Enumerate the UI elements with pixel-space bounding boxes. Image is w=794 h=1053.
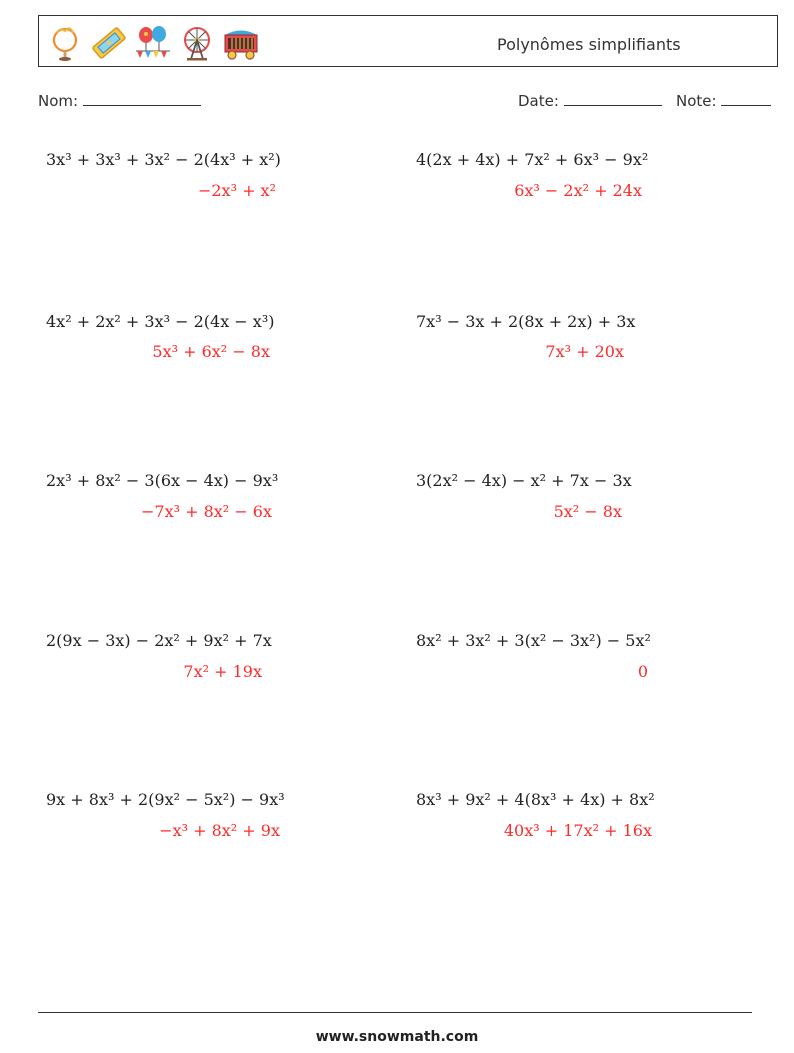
balloons-bunting-icon — [133, 23, 173, 63]
footer-divider — [38, 1012, 752, 1013]
date-blank[interactable] — [564, 93, 662, 106]
problem-6-answer: 5x² − 8x — [553, 502, 622, 521]
problem-7-answer: 7x² + 19x — [183, 662, 262, 681]
problem-1-answer: −2x³ + x² — [197, 181, 276, 200]
date-label: Date: — [518, 92, 559, 110]
problem-8-answer: 0 — [637, 662, 648, 681]
problem-5-answer: −7x³ + 8x² − 6x — [141, 502, 272, 521]
icon-strip — [45, 23, 261, 63]
problem-8-question: 8x² + 3x² + 3(x² − 3x²) − 5x² — [416, 631, 651, 650]
score-field[interactable] — [676, 92, 771, 110]
problem-5-question: 2x³ + 8x² − 3(6x − 4x) − 9x³ — [46, 471, 279, 490]
footer-url[interactable]: www.snowmath.com — [315, 1029, 479, 1045]
problem-10-question: 8x³ + 9x² + 4(8x³ + 4x) + 8x² — [416, 790, 655, 809]
name-blank[interactable] — [83, 93, 201, 106]
worksheet-title: Polynômes simplifiants — [497, 35, 681, 54]
header-box — [38, 15, 778, 67]
score-blank[interactable] — [721, 93, 771, 106]
name-label: Nom: — [38, 92, 79, 110]
ferris-wheel-icon — [177, 23, 217, 63]
problem-6-question: 3(2x² − 4x) − x² + 7x − 3x — [416, 471, 632, 490]
circus-wagon-icon — [221, 23, 261, 63]
problem-4-answer: 7x³ + 20x — [545, 342, 624, 361]
problem-1-question: 3x³ + 3x³ + 3x² − 2(4x³ + x²) — [46, 150, 281, 169]
magician-hat-icon — [45, 23, 85, 63]
date-field[interactable] — [518, 92, 662, 110]
problem-2-answer: 6x³ − 2x² + 24x — [514, 181, 642, 200]
ticket-icon — [89, 23, 129, 63]
problem-9-answer: −x³ + 8x² + 9x — [159, 821, 280, 840]
problem-4-question: 7x³ − 3x + 2(8x + 2x) + 3x — [416, 312, 636, 331]
problem-3-answer: 5x³ + 6x² − 8x — [152, 342, 270, 361]
score-label: Note: — [676, 92, 717, 110]
problem-2-question: 4(2x + 4x) + 7x² + 6x³ − 9x² — [416, 150, 649, 169]
problem-9-question: 9x + 8x³ + 2(9x² − 5x²) − 9x³ — [46, 790, 285, 809]
problem-10-answer: 40x³ + 17x² + 16x — [503, 821, 652, 840]
name-field[interactable] — [38, 92, 201, 110]
problem-3-question: 4x² + 2x² + 3x³ − 2(4x − x³) — [46, 312, 275, 331]
problem-7-question: 2(9x − 3x) − 2x² + 9x² + 7x — [46, 631, 272, 650]
